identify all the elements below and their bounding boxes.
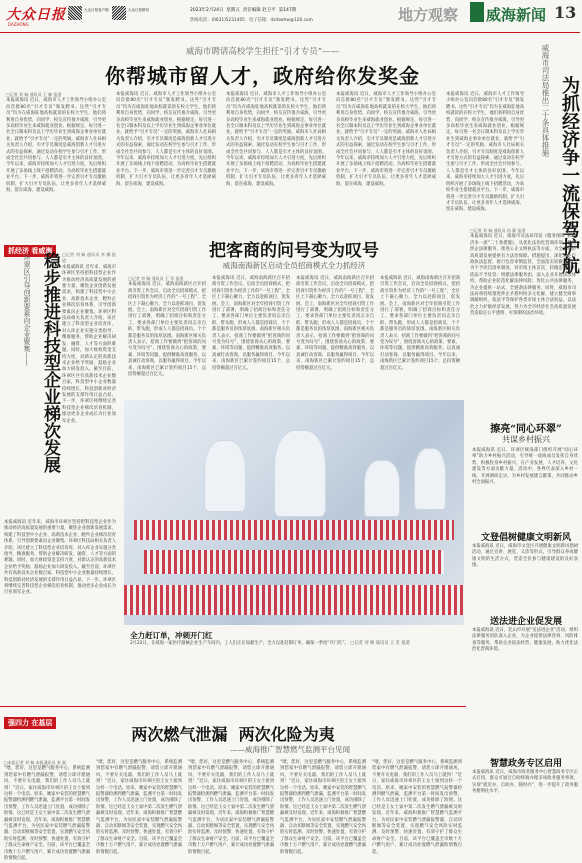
page-number: 13 (554, 3, 577, 22)
bottom-headline: 两次燃气泄漏 两次化险为夷 (131, 725, 335, 744)
brief-1-headline: 擦亮“同心环翠” (490, 424, 562, 435)
newspaper-logo: 大众日报 (6, 7, 66, 23)
lead-headline: 你帮城市留人才，政府给你发奖金 (105, 64, 420, 88)
bottom-body-col-2: “喂，您好，这里是燃气服务中心，系统监测到您家中有燃气泄漏报警，请您立即开窗通风，不要开关电器，我们的工作人员马上就到！”近日，家住威海市环翠区的王女士接到这样一个电话。原来，她家中安装的智慧燃气报警器检测到燃气泄漏，监测平台第一时间发出预警，工作人员迅速上门处置，成功排除了险情。这已经是王女士家中第二次发生燃气泄漏被及时发现。近年来，威海积极推广智慧燃气监测平台，为居民家中安装燃气泄漏报警器、自动切断阀等安全装置，实现燃气安全风险实时监测、及时预警、快速处置，有效守护了群众生命财产安全。目前，该平台已覆盖全市数十万户燃气用户，累计成功处置燃气泄漏险情数百起。 (96, 760, 182, 855)
photo-caption-text: 2月22日，在威海一家医疗器械企业生产车间内，工人们正在加紧生产，全力以赴赶制订单，确保一季度“开门红”。 (130, 641, 349, 646)
photo-caption (130, 641, 456, 655)
bottom-rule (0, 706, 466, 707)
left-headline: 稳步推进科技型企业梯次发展 (40, 252, 60, 473)
briefs-column (468, 420, 580, 840)
photo-credit: □记者 刘 畅 通讯员 王 奇 报道 (350, 641, 410, 646)
bottom-body-col-4: “喂，您好，这里是燃气服务中心，系统监测到您家中有燃气泄漏报警，请您立即开窗通风，不要开关电器，我们的工作人员马上就到！”近日，家住威海市环翠区的王女士接到这样一个电话。原来，她家中安装的智慧燃气报警器检测到燃气泄漏，监测平台第一时间发出预警，工作人员迅速上门处置，成功排除了险情。这已经是王女士家中第二次发生燃气泄漏被及时发现。近年来，威海积极推广智慧燃气监测平台，为居民家中安装燃气泄漏报警器、自动切断阀等安全装置，实现燃气安全风险实时监测、及时预警、快速处置，有效守护了群众生命财产安全。目前，该平台已覆盖全市数十万户燃气用户，累计成功处置燃气泄漏险情数百起。 (280, 760, 366, 855)
brief-3-headline: 送法进企业促发展 (489, 617, 562, 627)
left-byline: □记者 刘 畅 通讯员 李 娜 报道 (62, 252, 116, 264)
photo-product-row (144, 550, 444, 574)
masthead-rule (0, 32, 580, 33)
brief-3-body: 本报威海讯 近日，乳山市开展“送法进企业”活动，组织法律服务团队深入企业，为企业提供法律咨询、风险排查等服务，帮助企业依法经营、健康发展，助力优化法治化营商环境。 (472, 628, 578, 653)
brief-4-body: 本报威海讯 近日，威海市政务服务中心智慧政务专区正式启用，群众可通过自助终端办理多项政务服务事项，实现“就近办、自助办、随时办”，进一步提升了政务服务便利化水平。 (472, 770, 578, 795)
left-body: 本报威海讯 近年来，威海市环翠区坚持把科技型企业作为推动经济高质量发展的重要力量，聚焦企业创新发展需求，构建了科技型中小企业、高新技术企业、瞪羚企业梯次培育体系，引导创新要素向企业聚集。环翠区科技局相关负责人介绍，该区建立了科技型企业培育库，对入库企业实施分类指导、精准服务，帮助企业解决研发、融资、人才等方面的难题。同时，加大财政资金支持力度，对新认定的高新技术企业给予奖励，鼓励企业加大研发投入。截至目前，环翠区共有高新技术企业数百家，科技型中小企业数量持续增长，科技创新对经济发展的支撑作用日益凸显。下一步，环翠区将继续完善科技型企业梯次培育机制，推动更多企业成长为行业领军企业。 (62, 264, 116, 424)
lead-body-col-3: 本报威海讯 近日，威海市人才工作领导小组办公室向首批80名“引才专员”颁发聘书。这些“引才专员”均为在威海驻地高校就读的在校大学生，他们将利用自身优势，向同学、校友宣传推介威海，引导更多高校毕业生来威海就业创业。根据规定，每引进一名全日制本科及以上学历毕业生到威海企事业单位就业，就给予“引才专员”一定的奖励。威海市人社局相关负责人介绍，引才专员制度是威海创新人才引进方式的有益探索，通过发动在校学生参与引才工作，形成全社会共同参与、人人都是引才主体的良好氛围。今年以来，威海市持续加大人才引进力度，先后组织开展了多场线上线下招聘活动，为高校毕业生搭建就业平台。下一步，威海市将进一步完善引才专员激励机制，扩大引才专员队伍，让更多青年人才选择威海、留在威海、建设威海。 (226, 92, 326, 187)
bottom-body-col-1 (4, 760, 90, 862)
middle-body-col-4: 本报威海讯 近日，威海南海新区召开招商引资工作会议，启动全员招商模式，把招商引资作为经济工作的“一号工程”，全区上下凝心聚力，全力以赴抓项目、促发展。会上，南海新区对全年招商引资工作进行了部署，明确了招商目标和责任分工，要求各部门单位主要负责同志亲自抓、带头跑，形成人人都是招商员、个个都是服务员的浓厚氛围。南海新区相关负责人表示，招商工作要做到“把客商的问号变为叹号”，围绕客商关心的政策、要素、环境等问题，提供精准高效服务，以真诚打动客商，以服务赢得项目。今年以来，南海新区已累计签约项目15个，总投资额超过百亿元。 (380, 276, 460, 371)
section-tag: 抓经济 看威海 (4, 245, 56, 257)
side-body-text: 本报威海讯 近日，威海市司法局印发《服务保障“抓经济争一流”二十条措施》，从优化法治化营商环境、强化涉企法律服务、推进公正文明执法等方面，为全市经济高质量发展提供有力法治保障。措施提出，深化涉企行政执法监督，推行包容审慎监管，全面落实轻微违法行为不予处罚清单制度，对市场主体首次、轻微违法行为依法不予处罚；组建法律服务团，深入企业开展法治体检，帮助企业防范化解法律风险；优化公共法律服务，为企业提供一站式、全链条法律服务。同时，威海市司法局将持续推进涉企矛盾纠纷多元化解，建立健全商事调解组织，依法平等保护各类市场主体合法权益，以法治之力护航经济发展，努力为全市经济社会高质量发展营造稳定公平透明、可预期的法治环境。 (470, 234, 576, 317)
brief-4-headline: 智慧政务专区启用 (489, 759, 562, 769)
side-byline: □记者 刘 畅 通讯员 孙 颖 报道 (470, 228, 526, 233)
app-tag-client: 大众日报客户端 (84, 8, 109, 12)
hotline: 热线电话：(0631)5231405 (190, 18, 245, 23)
page-editor: 责任编辑 赵卫平 (242, 8, 276, 13)
photo-worker (364, 460, 400, 517)
logo-pinyin: DAZHONG (8, 22, 29, 27)
bottom-kicker: ——威海推广智慧燃气监测平台见闻 (230, 745, 350, 754)
app-tag-wechat: 大众日报微信 (128, 8, 149, 12)
photo-caption-title: 全力赶订单，冲刺开门红 (130, 631, 213, 640)
photo-product-row (124, 585, 464, 615)
photo-worker (274, 430, 326, 517)
side-headline: 为抓经济争一流保驾护航 (559, 76, 580, 274)
middle-body: 本报威海讯 近日，威海南海新区召开招商引资工作会议，启动全员招商模式，把招商引资作为经济工作的“一号工程”，全区上下凝心聚力，全力以赴抓项目、促发展。会上，南海新区对全年招商引资工作进行了部署，明确了招商目标和责任分工，要求各部门单位主要负责同志亲自抓、带头跑，形成人人都是招商员、个个都是服务员的浓厚氛围。南海新区相关负责人表示，招商工作要做到“把客商的问号变为叹号”，围绕客商关心的政策、要素、环境等问题，提供精准高效服务，以真诚打动客商，以服务赢得项目。今年以来，南海新区已累计签约项目15个，总投资额超过百亿元。 (128, 282, 206, 378)
middle-headline: 把客商的问号变为叹号 (209, 241, 379, 261)
photo-worker (204, 440, 246, 512)
brief-2-headline: 文登倡树健康文明新风 (480, 533, 571, 543)
middle-kicker: 威海南海新区启动全员招商模式全力抓经济 (222, 261, 366, 270)
edition-name: 威海新闻 (486, 6, 547, 24)
bottom-story (0, 710, 466, 862)
lead-body-col-1 (6, 92, 106, 222)
middle-body-col-3: 本报威海讯 近日，威海南海新区召开招商引资工作会议，启动全员招商模式，把招商引资作为经济工作的“一号工程”，全区上下凝心聚力，全力以赴抓项目、促发展。会上，南海新区对全年招商引资工作进行了部署，明确了招商目标和责任分工，要求各部门单位主要负责同志亲自抓、带头跑，形成人人都是招商员、个个都是服务员的浓厚氛围。南海新区相关负责人表示，招商工作要做到“把客商的问号变为叹号”，围绕客商关心的政策、要素、环境等问题，提供精准高效服务，以真诚打动客商，以服务赢得项目。今年以来，南海新区已累计签约项目15个，总投资额超过百亿元。 (296, 276, 374, 371)
qr-code-icon (68, 6, 82, 20)
section-emblem-icon (470, 2, 484, 22)
lead-byline: □记者 刘 畅 通讯员 王 楠 报道 (6, 92, 62, 97)
factory-photo (124, 400, 464, 625)
date-line (190, 7, 296, 13)
photo-product-row (134, 520, 454, 540)
lead-body-col-5: 本报威海讯 近日，威海市人才工作领导小组办公室向首批80名“引才专员”颁发聘书。这些“引才专员”均为在威海驻地高校就读的在校大学生，他们将利用自身优势，向同学、校友宣传推介威海，引导更多高校毕业生来威海就业创业。根据规定，每引进一名全日制本科及以上学历毕业生到威海企事业单位就业，就给予“引才专员”一定的奖励。威海市人社局相关负责人介绍，引才专员制度是威海创新人才引进方式的有益探索，通过发动在校学生参与引才工作，形成全社会共同参与、人人都是引才主体的良好氛围。今年以来，威海市持续加大人才引进力度，先后组织开展了多场线上线下招聘活动，为高校毕业生搭建就业平台。下一步，威海市将进一步完善引才专员激励机制，扩大引才专员队伍，让更多青年人才选择威海、留在威海、建设威海。 (446, 92, 524, 213)
middle-body-col-1 (128, 276, 206, 396)
brief-2-body: 本报威海讯 近日，威海市文登区开展健康文明新风倡树活动，通过宣讲、展览、义诊等形式，引导群众养成健康文明的生活方式，营造全民参与健康建设的良好氛围。 (472, 544, 578, 569)
contact-line (190, 17, 313, 23)
bottom-body-col-3: “喂，您好，这里是燃气服务中心，系统监测到您家中有燃气泄漏报警，请您立即开窗通风，不要开关电器，我们的工作人员马上就到！”近日，家住威海市环翠区的王女士接到这样一个电话。原来，她家中安装的智慧燃气报警器检测到燃气泄漏，监测平台第一时间发出预警，工作人员迅速上门处置，成功排除了险情。这已经是王女士家中第二次发生燃气泄漏被及时发现。近年来，威海积极推广智慧燃气监测平台，为居民家中安装燃气泄漏报警器、自动切断阀等安全装置，实现燃气安全风险实时监测、及时预警、快速处置，有效守护了群众生命财产安全。目前，该平台已覆盖全市数十万户燃气用户，累计成功处置燃气泄漏险情数百起。 (188, 760, 274, 855)
masthead (0, 0, 580, 38)
qr-code-icon (112, 6, 126, 20)
email: 电子信箱：dzrbwhw@126.com (249, 18, 313, 23)
photo-worker (414, 448, 446, 510)
bottom-body: “喂，您好，这里是燃气服务中心，系统监测到您家中有燃气泄漏报警，请您立即开窗通风，不要开关电器，我们的工作人员马上就到！”近日，家住威海市环翠区的王女士接到这样一个电话。原来，她家中安装的智慧燃气报警器检测到燃气泄漏，监测平台第一时间发出预警，工作人员迅速上门处置，成功排除了险情。这已经是王女士家中第二次发生燃气泄漏被及时发现。近年来，威海积极推广智慧燃气监测平台，为居民家中安装燃气泄漏报警器、自动切断阀等安全装置，实现燃气安全风险实时监测、及时预警、快速处置，有效守护了群众生命财产安全。目前，该平台已覆盖全市数十万户燃气用户，累计成功处置燃气泄漏险情数百起。 (4, 766, 90, 862)
lead-body-col-4: 本报威海讯 近日，威海市人才工作领导小组办公室向首批80名“引才专员”颁发聘书。这些“引才专员”均为在威海驻地高校就读的在校大学生，他们将利用自身优势，向同学、校友宣传推介威海，引导更多高校毕业生来威海就业创业。根据规定，每引进一名全日制本科及以上学历毕业生到威海企事业单位就业，就给予“引才专员”一定的奖励。威海市人社局相关负责人介绍，引才专员制度是威海创新人才引进方式的有益探索，通过发动在校学生参与引才工作，形成全社会共同参与、人人都是引才主体的良好氛围。今年以来，威海市持续加大人才引进力度，先后组织开展了多场线上线下招聘活动，为高校毕业生搭建就业平台。下一步，威海市将进一步完善引才专员激励机制，扩大引才专员队伍，让更多青年人才选择威海、留在威海、建设威海。 (336, 92, 436, 187)
left-body-bottom: 本报威海讯 近年来，威海市环翠区坚持把科技型企业作为推动经济高质量发展的重要力量，聚焦企业创新发展需求，构建了科技型中小企业、高新技术企业、瞪羚企业梯次培育体系，引导创新要素向企业聚集。环翠区科技局相关负责人介绍，该区建立了科技型企业培育库，对入库企业实施分类指导、精准服务，帮助企业解决研发、融资、人才等方面的难题。同时，加大财政资金支持力度，对新认定的高新技术企业给予奖励，鼓励企业加大研发投入。截至目前，环翠区共有高新技术企业数百家，科技型中小企业数量持续增长，科技创新对经济发展的支撑作用日益凸显。下一步，环翠区将继续完善科技型企业梯次培育机制，推动更多企业成长为行业领军企业。 (4, 520, 116, 596)
issue-weekday: 星期五 (226, 8, 240, 13)
side-body (470, 228, 576, 418)
lead-kicker: 威海市聘请高校学生担任“引才专员”—— (185, 47, 340, 57)
left-body-top (62, 252, 116, 512)
side-kicker: 威海市司法局推出二十条具体措施 (541, 44, 550, 157)
section-tag: 强四力 在基层 (4, 717, 56, 729)
lead-body: 本报威海讯 近日，威海市人才工作领导小组办公室向首批80名“引才专员”颁发聘书。这些“引才专员”均为在威海驻地高校就读的在校大学生，他们将利用自身优势，向同学、校友宣传推介威海，引导更多高校毕业生来威海就业创业。根据规定，每引进一名全日制本科及以上学历毕业生到威海企事业单位就业，就给予“引才专员”一定的奖励。威海市人社局相关负责人介绍，引才专员制度是威海创新人才引进方式的有益探索，通过发动在校学生参与引才工作，形成全社会共同参与、人人都是引才主体的良好氛围。今年以来，威海市持续加大人才引进力度，先后组织开展了多场线上线下招聘活动，为高校毕业生搭建就业平台。下一步，威海市将进一步完善引才专员激励机制，扩大引才专员队伍，让更多青年人才选择威海、留在威海、建设威海。 (6, 98, 106, 194)
middle-body-col-2: 本报威海讯 近日，威海南海新区召开招商引资工作会议，启动全员招商模式，把招商引资作为经济工作的“一号工程”，全区上下凝心聚力，全力以赴抓项目、促发展。会上，南海新区对全年招商引资工作进行了部署，明确了招商目标和责任分工，要求各部门单位主要负责同志亲自抓、带头跑，形成人人都是招商员、个个都是服务员的浓厚氛围。南海新区相关负责人表示，招商工作要做到“把客商的问号变为叹号”，围绕客商关心的政策、要素、环境等问题，提供精准高效服务，以真诚打动客商，以服务赢得项目。今年以来，南海新区已累计签约项目15个，总投资额超过百亿元。 (212, 276, 290, 371)
left-story (0, 238, 120, 708)
issue-date: 2023年2月24日 (190, 8, 224, 13)
lead-body-col-2: 本报威海讯 近日，威海市人才工作领导小组办公室向首批80名“引才专员”颁发聘书。这些“引才专员”均为在威海驻地高校就读的在校大学生，他们将利用自身优势，向同学、校友宣传推介威海，引导更多高校毕业生来威海就业创业。根据规定，每引进一名全日制本科及以上学历毕业生到威海企事业单位就业，就给予“引才专员”一定的奖励。威海市人社局相关负责人介绍，引才专员制度是威海创新人才引进方式的有益探索，通过发动在校学生参与引才工作，形成全社会共同参与、人人都是引才主体的良好氛围。今年以来，威海市持续加大人才引进力度，先后组织开展了多场线上线下招聘活动，为高校毕业生搭建就业平台。下一步，威海市将进一步完善引才专员激励机制，扩大引才专员队伍，让更多青年人才选择威海、留在威海、建设威海。 (116, 92, 216, 187)
middle-story (124, 230, 464, 400)
middle-byline: □记者 刘 畅 通讯员 王 军 报道 (128, 276, 184, 281)
bottom-byline: □本报记者 刘 畅 本报通讯员 张 磊 (4, 760, 67, 765)
section-name: 地方观察 (398, 6, 459, 24)
brief-1-subhead: 共谋乡村振兴 (502, 435, 550, 444)
brief-1-body: 本报威海讯 近日，环翠区统战部门组织开展“同心环翠”助力乡村振兴活动，引导统一战线成员发挥自身优势，积极投身乡村振兴，在产业发展、人才培养、文化建设等方面贡献力量。活动中，各界代表深入乡村一线，开展调研走访，为乡村发展建言献策，共同推动乡村全面振兴。 (472, 448, 578, 486)
issue-number: 第147期 (278, 8, 297, 13)
bottom-body-col-5: “喂，您好，这里是燃气服务中心，系统监测到您家中有燃气泄漏报警，请您立即开窗通风，不要开关电器，我们的工作人员马上就到！”近日，家住威海市环翠区的王女士接到这样一个电话。原来，她家中安装的智慧燃气报警器检测到燃气泄漏，监测平台第一时间发出预警，工作人员迅速上门处置，成功排除了险情。这已经是王女士家中第二次发生燃气泄漏被及时发现。近年来，威海积极推广智慧燃气监测平台，为居民家中安装燃气泄漏报警器、自动切断阀等安全装置，实现燃气安全风险实时监测、及时预警、快速处置，有效守护了群众生命财产安全。目前，该平台已覆盖全市数十万户燃气用户，累计成功处置燃气泄漏险情数百起。 (372, 760, 462, 855)
left-kicker: 环翠区引导创新要素向企业聚集—— (23, 254, 31, 366)
